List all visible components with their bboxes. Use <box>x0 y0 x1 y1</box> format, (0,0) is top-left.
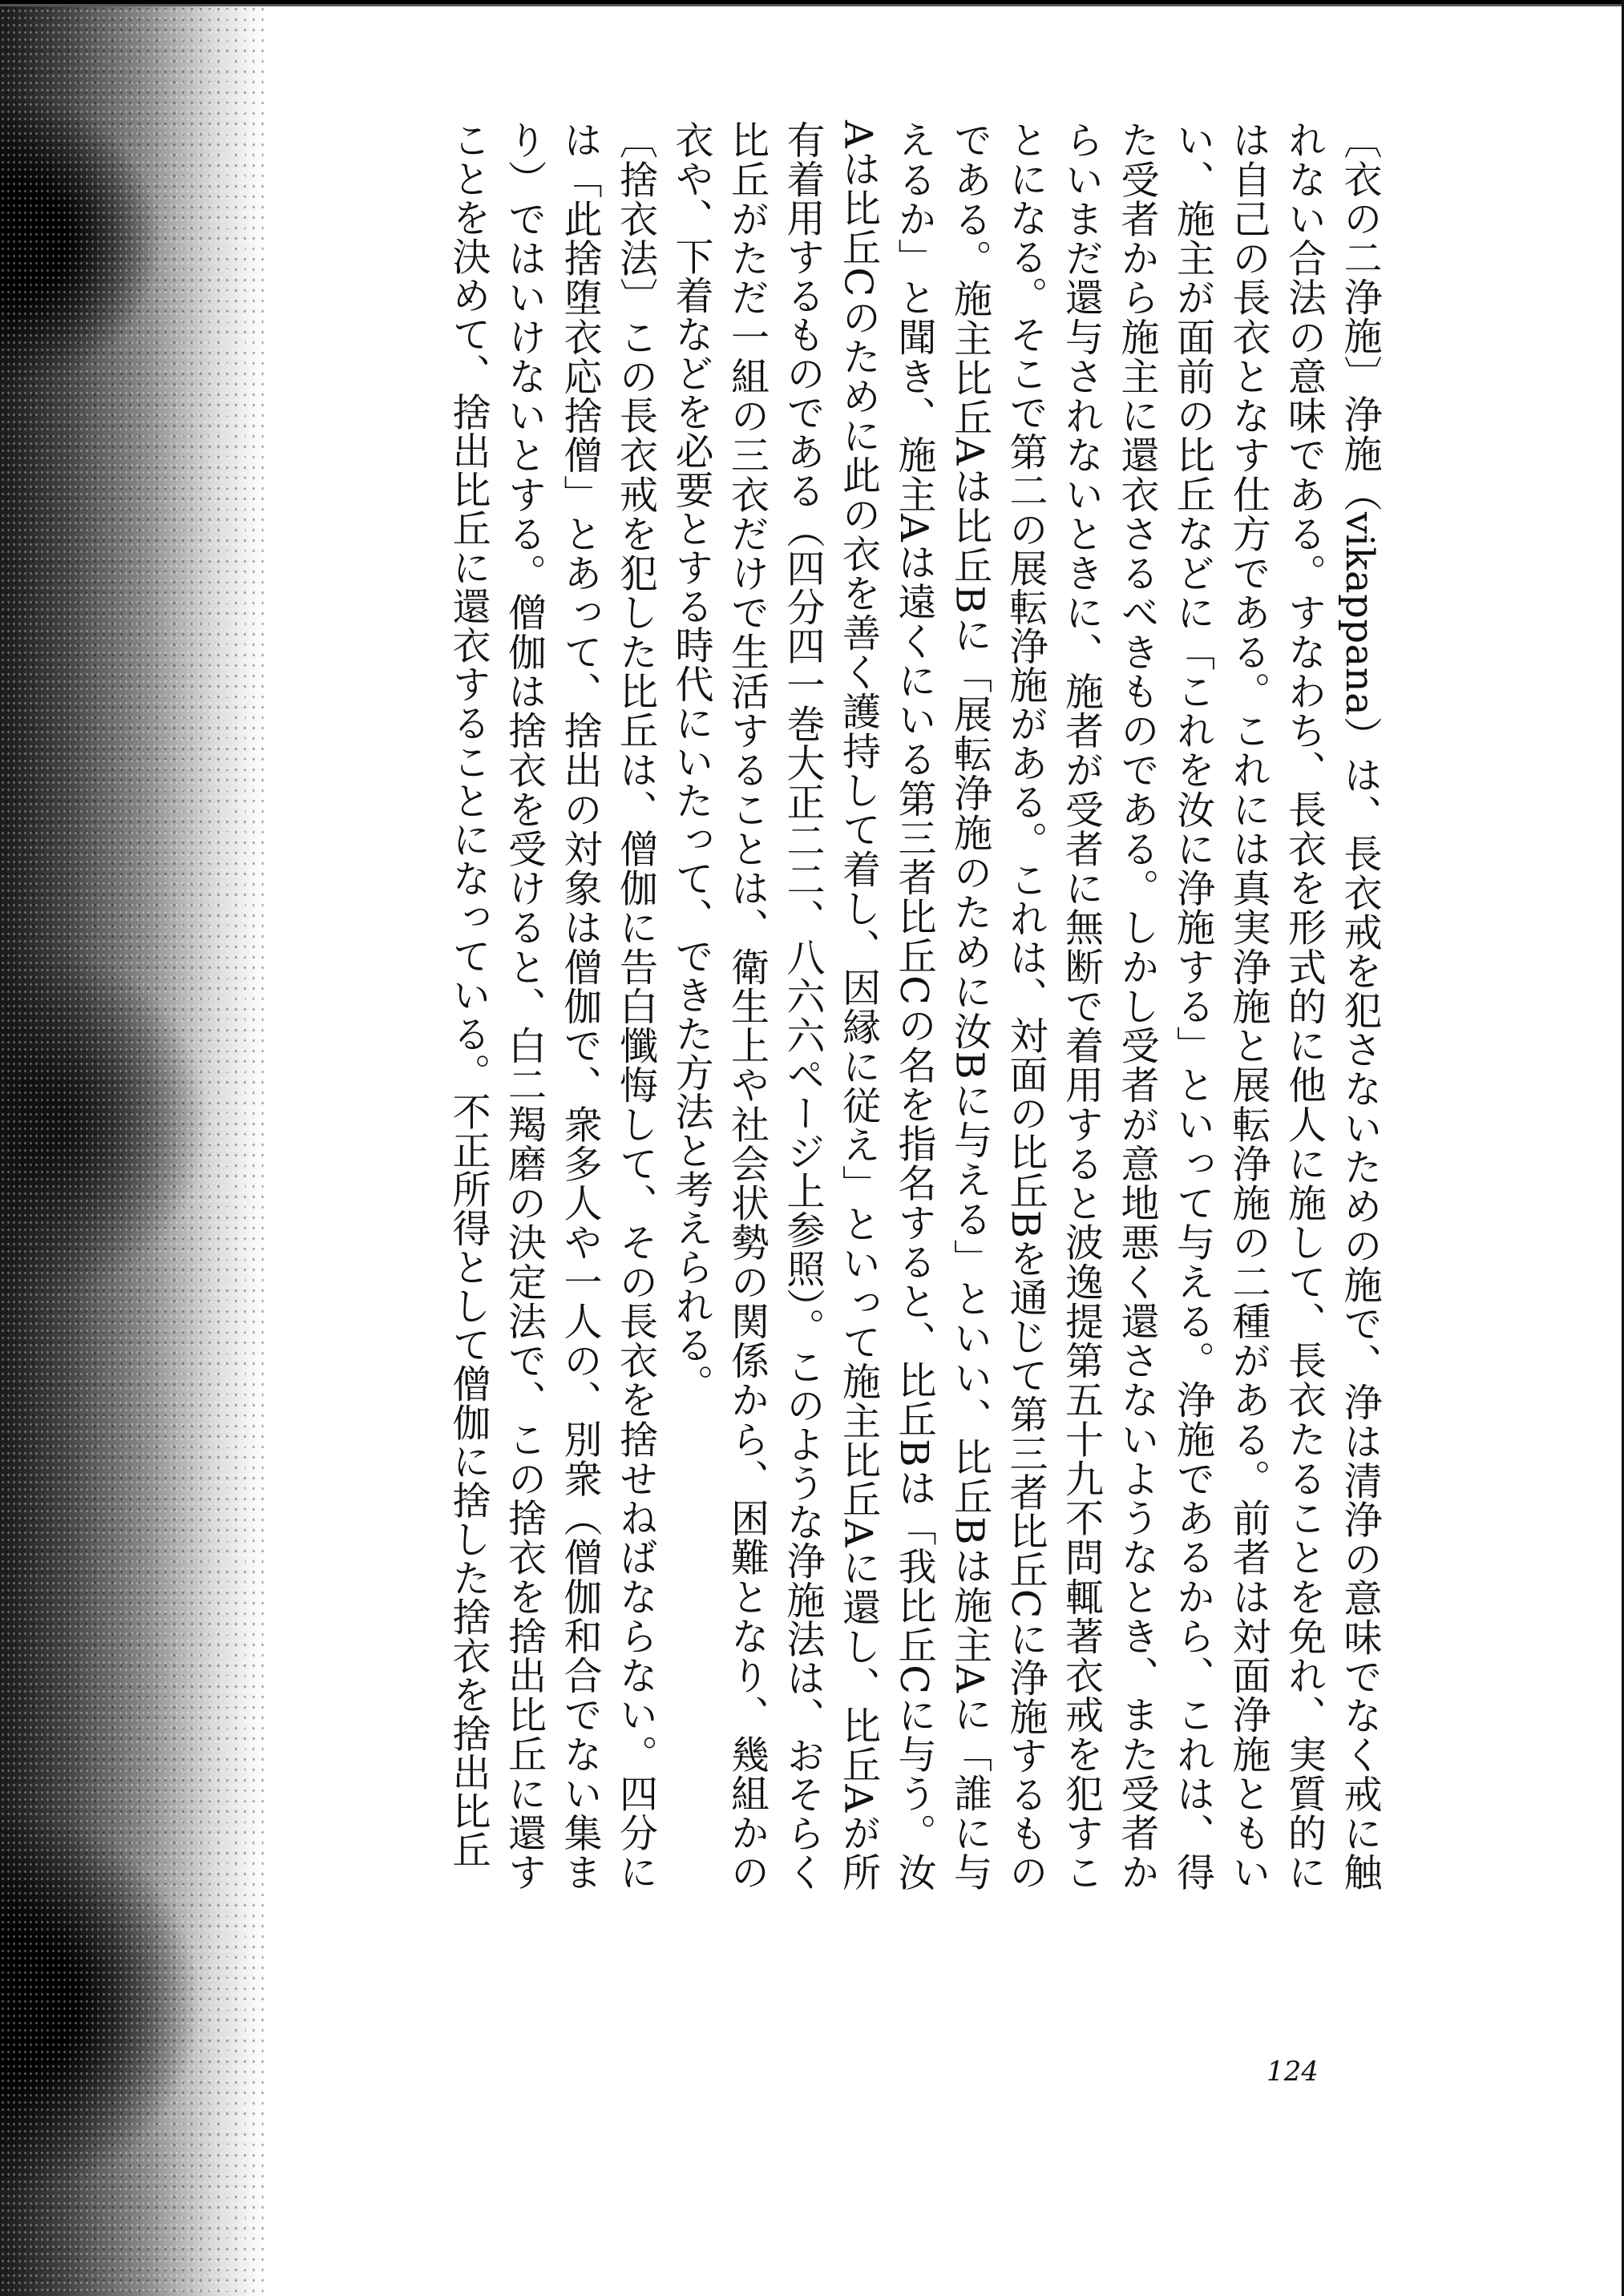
page-number: 124 <box>1266 2056 1319 2088</box>
paragraph-relinquishing-robe: 〔捨衣法〕この長衣戒を犯した比丘は、僧伽に告白懺悔して、その長衣を捨せねばならない。四分には「此捨堕衣応捨僧」とあって、捨出の対象は僧伽で、衆多人や一人の、別衆（僧伽和合でない集まり）ではいけないとする。僧伽は捨衣を受けると、白二羯磨の決定法で、この捨衣を捨出比丘に還すことを決めて、捨出比丘に還衣することになっている。不正所得として僧伽に捨した捨衣を捨出比丘 <box>446 120 658 1891</box>
page-right-edge <box>1616 0 1624 2296</box>
paragraph-two-purifications: 〔衣の二浄施〕浄施（vikappana）は、長衣戒を犯さないための施で、浄は清浄の意味でなく戒に触れない合法の意味である。すなわち、長衣を形式的に他人に施して、長衣たることを免れ、実質的には自己の長衣となす仕方である。これには真実浄施と展転浄施の二種がある。前者は対面浄施ともいい、施主が面前の比丘などに「これを汝に浄施する」といって与える。浄施であるから、これは、得た受者から施主に還衣さるべきものである。しかし受者が意地悪く還さないようなとき、また受者からいまだ還与されないときに、施者が受者に無断で着用すると波逸提第五十九不問輒著衣戒を犯すことになる。そこで第二の展転浄施がある。これは、対面の比丘Bを通じて第三者比丘Cに浄施するものである。施主比丘Aは比丘Bに「展転浄施のために汝Bに与える」といい、比丘Bは施主Aに「誰に与えるか」と聞き、施主Aは遠くにいる第三者比丘Cの名を指名すると、比丘Bは「我比丘Cに与う。汝Aは比丘Cのために此の衣を善く護持して着し、因縁に従え」といって施主比丘Aに還し、比丘Aが所有着用するものである（四分四一巻大正二二、八六六ページ上参照）。このような浄施法は、おそらく比丘がただ一組の三衣だけで生活することは、衛生上や社会状勢の関係から、困難となり、幾組かの衣や、下着などを必要とする時代にいたって、できた方法と考えられる。 <box>669 120 1382 1891</box>
page-top-edge <box>0 0 1624 10</box>
scan-noise <box>0 0 265 2296</box>
vertical-body-text <box>248 120 1387 1891</box>
